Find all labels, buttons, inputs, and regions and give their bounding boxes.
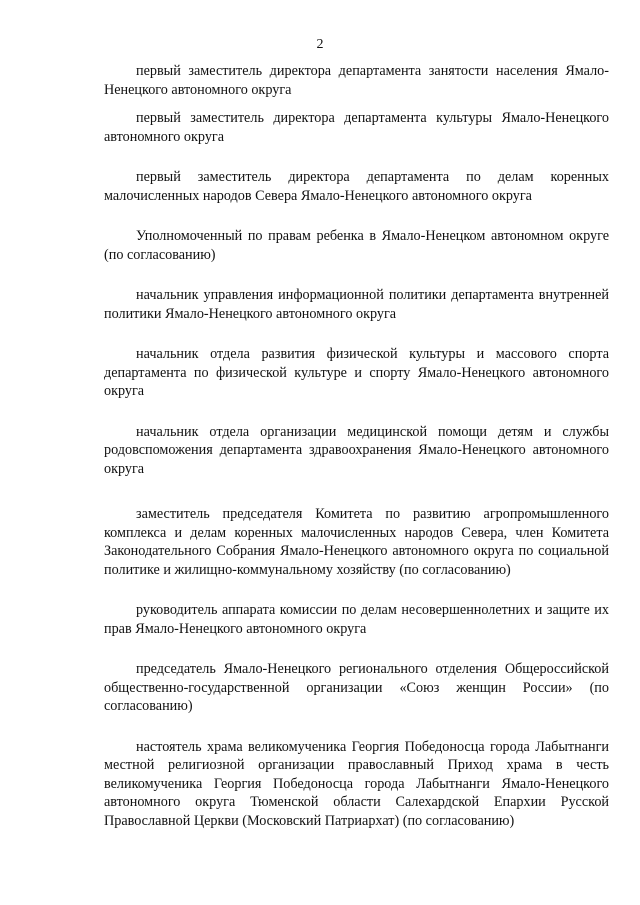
member-list (104, 62, 609, 830)
list-item: первый заместитель директора департамента по делам коренных малочисленных народов Севера Ямало-Ненецкого автономного округа (104, 169, 609, 204)
list-item: первый заместитель директора департамента занятости населения Ямало-Ненецкого автономного округа (104, 63, 609, 98)
list-item: председатель Ямало-Ненецкого регионального отделения Общероссийской общественно-государственной организации «Союз женщин России» (по согласованию) (104, 661, 609, 714)
list-item: начальник отдела развития физической культуры и массового спорта департамента по физической культуре и спорту Ямало-Ненецкого автономного округа (104, 346, 609, 399)
list-item: Уполномоченный по правам ребенка в Ямало-Ненецком автономном округе (по согласованию) (104, 228, 609, 263)
page-number: 2 (316, 37, 324, 52)
list-item: настоятель храма великомученика Георгия Победоносца города Лабытнанги местной религиозной организации православный Приход храма в честь великомученика Георгия Победоносца города Лабытнанги Ямало-Ненецкого автономного округа Тюменской области Салехардской Епархии Русской Православной Церкви (Московский Патриархат) (по согласованию) (104, 738, 609, 829)
list-item: начальник отдела организации медицинской помощи детям и службы родовспоможения департамента здравоохранения Ямало-Ненецкого автономного округа (104, 423, 609, 477)
list-item: первый заместитель директора департамента культуры Ямало-Ненецкого автономного округа (104, 110, 609, 145)
list-item: заместитель председателя Комитета по развитию агропромышленного комплекса и делам коренных малочисленных народов Севера, член Комитета Законодательного Собрания Ямало-Ненецкого автономного округа по социальной политике и жилищно-коммунальному хозяйству (по согласованию) (104, 506, 609, 578)
list-item: руководитель аппарата комиссии по делам несовершеннолетних и защите их прав Ямало-Ненецкого автономного округа (104, 602, 609, 637)
list-item: начальник управления информационной политики департамента внутренней политики Ямало-Ненецкого автономного округа (104, 287, 609, 322)
